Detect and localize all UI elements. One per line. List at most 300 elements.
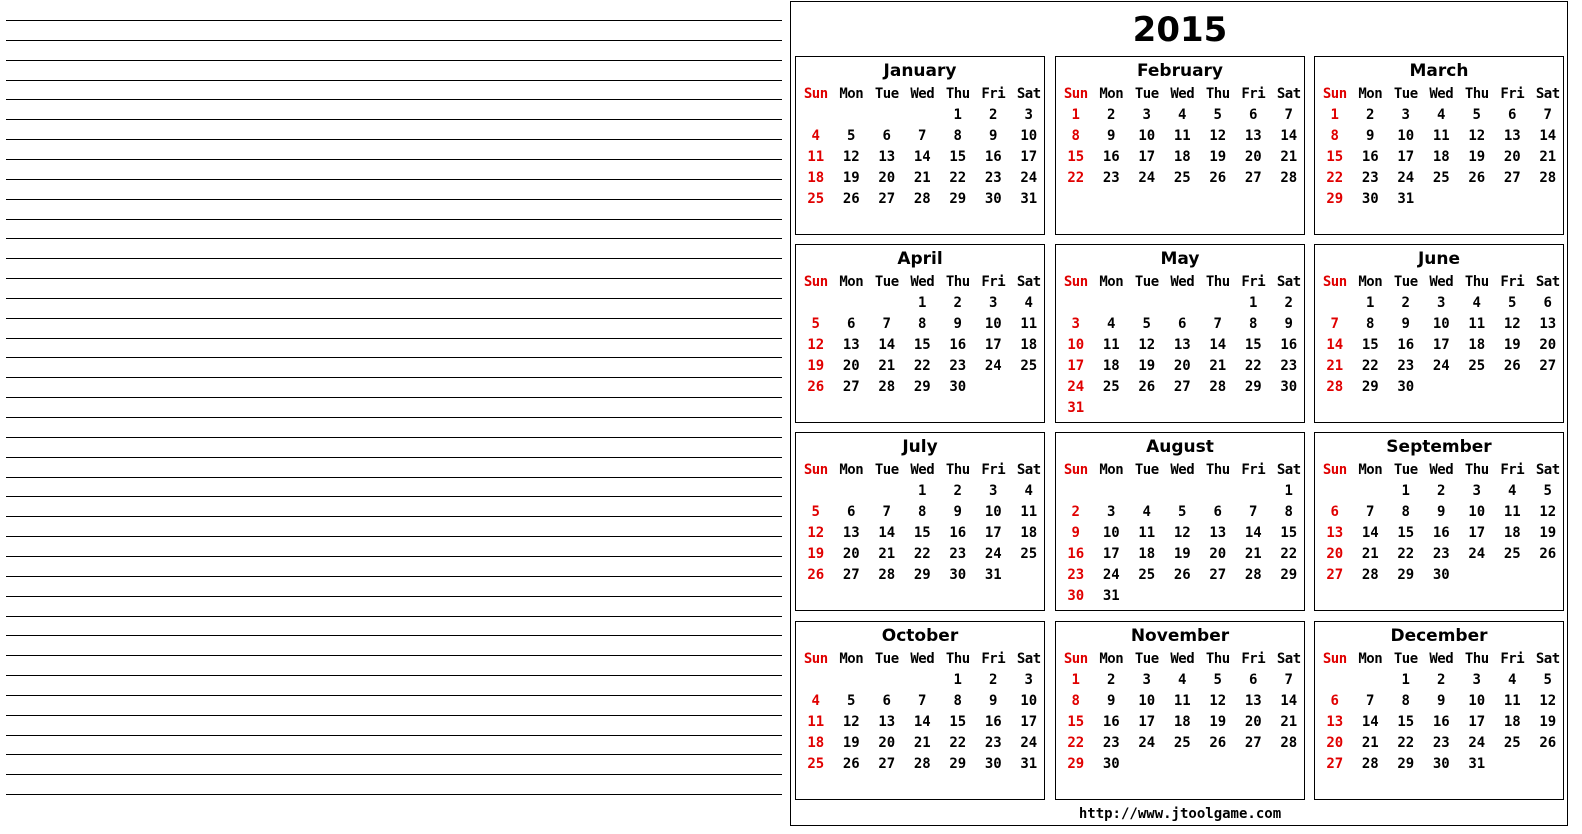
day-cell: 11 [1432,128,1450,144]
day-cell: 5 [1213,107,1222,123]
weekday-header: Wed [1429,86,1454,102]
day-cell: 16 [1432,525,1450,541]
day-cell: 11 [807,714,825,730]
day-grid [1058,272,1304,419]
day-cell: 13 [842,337,860,353]
day-cell: 24 [1138,170,1156,186]
day-cell: 1 [1401,672,1410,688]
day-cell: 3 [989,295,998,311]
day-cell: 10 [1397,128,1415,144]
day-cell: 20 [1244,714,1262,730]
weekday-header: Wed [910,274,935,290]
day-cell: 2 [1401,295,1410,311]
day-cell: 28 [878,379,896,395]
day-cell: 18 [1468,337,1486,353]
weekday-header: Mon [1099,651,1124,667]
day-cell: 6 [1249,107,1258,123]
weekday-header: Mon [1099,86,1124,102]
weekday-header: Tue [1393,274,1418,290]
weekday-header: Sat [1535,651,1560,667]
weekday-header: Wed [910,86,935,102]
day-cell: 4 [1107,316,1116,332]
day-cell: 13 [1244,128,1262,144]
day-cell: 10 [1067,337,1085,353]
weekday-header: Wed [910,462,935,478]
day-cell: 17 [984,337,1002,353]
day-cell: 19 [1209,149,1227,165]
note-line [6,397,782,398]
day-cell: 19 [1468,149,1486,165]
day-cell: 17 [984,525,1002,541]
empty-cell [798,481,834,502]
day-cell: 11 [1503,504,1521,520]
day-cell: 2 [953,483,962,499]
day-cell: 21 [1244,546,1262,562]
day-cell: 12 [1539,504,1557,520]
weekday-header: Sun [1322,651,1347,667]
weekday-header: Sun [1322,274,1347,290]
day-cell: 9 [1071,525,1080,541]
day-cell: 18 [1138,546,1156,562]
note-line [6,695,782,696]
day-cell: 15 [949,149,967,165]
empty-cell [1236,481,1272,502]
empty-cell [1353,670,1389,691]
day-cell: 6 [1213,504,1222,520]
day-cell: 8 [1401,693,1410,709]
day-cell: 1 [918,295,927,311]
day-cell: 25 [1138,567,1156,583]
day-cell: 30 [1432,756,1450,772]
empty-cell [834,481,870,502]
day-cell: 18 [1173,149,1191,165]
weekday-header: Mon [839,274,864,290]
weekday-header: Sat [1016,462,1041,478]
day-cell: 14 [1539,128,1557,144]
day-cell: 25 [1468,358,1486,374]
day-cell: 7 [1284,672,1293,688]
weekday-header: Sat [1276,651,1301,667]
note-line [6,179,782,180]
day-cell: 31 [1020,756,1038,772]
day-cell: 2 [953,295,962,311]
day-cell: 22 [1397,546,1415,562]
day-cell: 15 [1326,149,1344,165]
day-cell: 10 [1468,504,1486,520]
day-cell: 24 [1397,170,1415,186]
day-cell: 30 [984,191,1002,207]
day-cell: 19 [1209,714,1227,730]
day-cell: 10 [1138,693,1156,709]
day-cell: 23 [1102,735,1120,751]
day-cell: 14 [913,149,931,165]
note-line [6,40,782,41]
day-cell: 22 [1280,546,1298,562]
day-cell: 29 [949,191,967,207]
weekday-header: Tue [1393,86,1418,102]
day-cell: 17 [1020,149,1038,165]
empty-cell [1200,481,1236,502]
weekday-header: Sat [1535,86,1560,102]
month-name: June [1417,249,1461,269]
weekday-header: Fri [1500,651,1525,667]
day-cell: 15 [1361,337,1379,353]
month-june [1314,244,1564,423]
empty-cell [834,293,870,314]
day-cell: 21 [878,546,896,562]
note-line [6,377,782,378]
day-cell: 4 [1178,672,1187,688]
day-cell: 2 [1437,672,1446,688]
day-cell: 28 [913,191,931,207]
day-cell: 2 [989,672,998,688]
note-line [6,754,782,755]
day-cell: 14 [1244,525,1262,541]
day-cell: 8 [1071,128,1080,144]
day-cell: 2 [1071,504,1080,520]
weekday-header: Thu [1464,651,1489,667]
weekday-header: Fri [1500,274,1525,290]
day-cell: 16 [949,525,967,541]
day-cell: 8 [1249,316,1258,332]
day-cell: 5 [1142,316,1151,332]
day-cell: 15 [1067,714,1085,730]
weekday-header: Fri [1241,651,1266,667]
weekday-header: Mon [839,651,864,667]
month-name: March [1409,61,1469,81]
footer-url: http://www.jtoolgame.com [1078,806,1282,822]
day-cell: 20 [842,358,860,374]
day-cell: 24 [1432,358,1450,374]
weekday-header: Thu [945,651,970,667]
weekday-header: Sun [803,274,828,290]
day-cell: 27 [878,191,896,207]
day-cell: 2 [1107,672,1116,688]
weekday-header: Wed [1429,651,1454,667]
day-cell: 26 [1209,735,1227,751]
day-cell: 26 [1539,735,1557,751]
weekday-header: Thu [1205,462,1230,478]
day-cell: 23 [1397,358,1415,374]
day-cell: 7 [1284,107,1293,123]
day-cell: 3 [989,483,998,499]
day-cell: 24 [1468,735,1486,751]
day-cell: 27 [878,756,896,772]
day-cell: 6 [847,316,856,332]
empty-cell [1200,293,1236,314]
day-cell: 20 [878,170,896,186]
day-cell: 19 [842,170,860,186]
day-cell: 1 [1249,295,1258,311]
day-cell: 9 [1437,504,1446,520]
day-cell: 24 [1020,735,1038,751]
weekday-header: Tue [874,86,899,102]
day-cell: 17 [1468,714,1486,730]
weekday-header: Thu [1464,274,1489,290]
day-cell: 14 [1361,525,1379,541]
day-cell: 21 [1280,714,1298,730]
day-cell: 24 [1138,735,1156,751]
year-title: 2015 [1132,10,1228,50]
day-cell: 4 [1472,295,1481,311]
day-cell: 18 [1102,358,1120,374]
day-grid [1317,649,1563,775]
day-cell: 8 [1366,316,1375,332]
note-line [6,139,782,140]
empty-cell [1353,481,1389,502]
weekday-header: Sun [1063,651,1088,667]
day-cell: 9 [989,693,998,709]
day-cell: 2 [989,107,998,123]
day-cell: 14 [1280,693,1298,709]
day-cell: 6 [1330,693,1339,709]
day-cell: 27 [842,379,860,395]
day-cell: 1 [1284,483,1293,499]
note-line [6,496,782,497]
day-grid [1317,84,1563,210]
weekday-header: Fri [981,86,1006,102]
day-cell: 25 [1020,546,1038,562]
day-cell: 4 [1508,672,1517,688]
empty-cell [1165,293,1201,314]
day-cell: 3 [1024,672,1033,688]
month-name: December [1390,626,1488,646]
day-cell: 27 [1326,756,1344,772]
day-cell: 14 [913,714,931,730]
empty-cell [1058,481,1094,502]
note-line [6,278,782,279]
day-cell: 22 [1361,358,1379,374]
day-cell: 12 [807,525,825,541]
day-cell: 15 [1244,337,1262,353]
day-cell: 27 [1209,567,1227,583]
day-cell: 3 [1472,672,1481,688]
month-name: April [897,249,943,269]
note-line [6,477,782,478]
empty-cell [1165,481,1201,502]
day-cell: 9 [1366,128,1375,144]
day-cell: 29 [1280,567,1298,583]
day-cell: 16 [1102,149,1120,165]
weekday-header: Tue [1134,86,1159,102]
day-cell: 7 [918,693,927,709]
day-cell: 10 [1432,316,1450,332]
day-cell: 9 [1437,693,1446,709]
note-line [6,735,782,736]
weekday-header: Thu [945,274,970,290]
day-cell: 26 [807,379,825,395]
day-cell: 28 [1244,567,1262,583]
day-cell: 3 [1401,107,1410,123]
weekday-header: Wed [1170,274,1195,290]
day-cell: 15 [949,714,967,730]
day-cell: 22 [1326,170,1344,186]
note-line [6,159,782,160]
day-cell: 23 [1067,567,1085,583]
day-cell: 13 [878,714,896,730]
day-cell: 19 [1539,525,1557,541]
day-cell: 13 [1209,525,1227,541]
day-cell: 21 [1361,735,1379,751]
day-cell: 16 [1067,546,1085,562]
day-cell: 27 [1539,358,1557,374]
day-cell: 9 [953,316,962,332]
day-cell: 26 [1209,170,1227,186]
day-cell: 26 [1503,358,1521,374]
day-cell: 23 [1280,358,1298,374]
weekday-header: Sat [1276,274,1301,290]
day-grid [798,649,1044,775]
day-cell: 13 [842,525,860,541]
day-cell: 3 [1142,107,1151,123]
day-cell: 13 [1503,128,1521,144]
day-cell: 23 [1432,735,1450,751]
weekday-header: Fri [1500,86,1525,102]
note-line [6,576,782,577]
day-cell: 29 [1397,567,1415,583]
note-line [6,80,782,81]
day-cell: 2 [1437,483,1446,499]
day-cell: 19 [1138,358,1156,374]
empty-cell [1058,293,1094,314]
day-cell: 25 [1173,170,1191,186]
day-cell: 26 [1173,567,1191,583]
empty-cell [798,105,834,126]
empty-cell [869,105,905,126]
note-line [6,675,782,676]
day-cell: 13 [878,149,896,165]
weekday-header: Fri [981,462,1006,478]
month-name: November [1130,626,1230,646]
day-cell: 28 [1326,379,1344,395]
note-line [6,616,782,617]
weekday-header: Wed [1429,462,1454,478]
day-cell: 1 [1401,483,1410,499]
day-cell: 21 [913,735,931,751]
weekday-header: Sun [1322,86,1347,102]
day-cell: 7 [882,316,891,332]
day-cell: 8 [1071,693,1080,709]
day-cell: 16 [984,149,1002,165]
day-cell: 2 [1366,107,1375,123]
day-cell: 24 [1102,567,1120,583]
day-cell: 18 [1432,149,1450,165]
day-cell: 8 [918,316,927,332]
weekday-header: Mon [1358,274,1383,290]
calendar-panel [790,1,1568,826]
day-cell: 30 [984,756,1002,772]
day-cell: 20 [1173,358,1191,374]
day-cell: 19 [807,546,825,562]
day-cell: 3 [1024,107,1033,123]
day-cell: 19 [1539,714,1557,730]
note-line [6,60,782,61]
day-cell: 21 [1326,358,1344,374]
note-line [6,635,782,636]
day-cell: 25 [807,756,825,772]
day-cell: 5 [811,316,820,332]
day-cell: 29 [1361,379,1379,395]
day-cell: 8 [953,128,962,144]
day-cell: 17 [1138,149,1156,165]
weekday-header: Mon [1358,462,1383,478]
day-cell: 4 [1508,483,1517,499]
note-line [6,298,782,299]
day-cell: 27 [1503,170,1521,186]
day-cell: 20 [1539,337,1557,353]
empty-cell [905,670,941,691]
day-cell: 30 [1397,379,1415,395]
day-cell: 31 [1468,756,1486,772]
day-cell: 12 [842,714,860,730]
weekday-header: Tue [874,274,899,290]
empty-cell [1317,293,1353,314]
weekday-header: Sun [1063,462,1088,478]
empty-cell [1317,670,1353,691]
month-name: May [1160,249,1200,269]
month-february [1055,56,1305,235]
day-cell: 20 [842,546,860,562]
note-line [6,238,782,239]
day-cell: 26 [1539,546,1557,562]
day-cell: 28 [878,567,896,583]
day-cell: 25 [1503,546,1521,562]
note-line [6,357,782,358]
day-cell: 5 [1508,295,1517,311]
day-cell: 26 [1138,379,1156,395]
day-cell: 7 [1213,316,1222,332]
day-cell: 12 [842,149,860,165]
weekday-header: Mon [839,462,864,478]
note-line [6,715,782,716]
day-cell: 10 [984,316,1002,332]
weekday-header: Fri [981,651,1006,667]
day-cell: 8 [918,504,927,520]
day-cell: 6 [882,693,891,709]
day-cell: 29 [949,756,967,772]
weekday-header: Sun [803,86,828,102]
day-cell: 29 [913,567,931,583]
note-line [6,219,782,220]
weekday-header: Wed [1170,462,1195,478]
weekday-header: Tue [874,651,899,667]
day-cell: 27 [1244,170,1262,186]
weekday-header: Thu [1205,274,1230,290]
month-august [1055,432,1305,611]
day-cell: 17 [1067,358,1085,374]
day-cell: 21 [1539,149,1557,165]
weekday-header: Thu [945,86,970,102]
day-cell: 29 [913,379,931,395]
day-cell: 7 [882,504,891,520]
day-cell: 17 [1432,337,1450,353]
day-grid [798,460,1044,586]
day-cell: 26 [807,567,825,583]
month-name: September [1386,437,1492,457]
weekday-header: Sat [1535,462,1560,478]
weekday-header: Sat [1016,86,1041,102]
day-cell: 13 [1173,337,1191,353]
day-cell: 17 [1102,546,1120,562]
day-cell: 19 [1503,337,1521,353]
day-cell: 21 [1361,546,1379,562]
day-cell: 2 [1284,295,1293,311]
day-cell: 29 [1326,191,1344,207]
day-cell: 25 [1020,358,1038,374]
month-name: July [902,437,938,457]
day-cell: 13 [1326,714,1344,730]
day-cell: 6 [1508,107,1517,123]
